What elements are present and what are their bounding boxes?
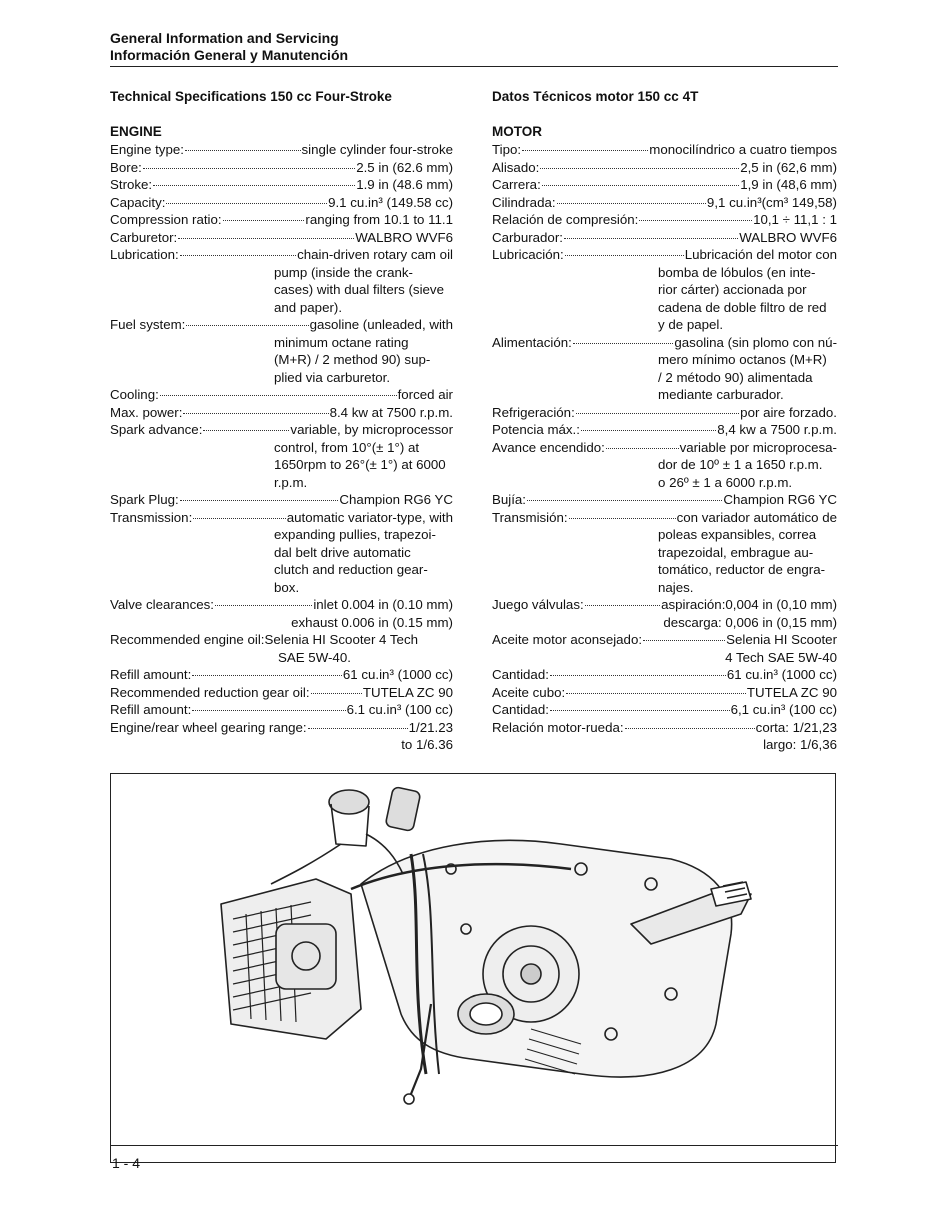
header-title-es: Información General y Manutención (110, 47, 349, 63)
spec-row-spark-advance (110, 421, 453, 439)
spec-row-engine-type (110, 141, 453, 159)
spec-row-gearing (110, 719, 453, 737)
spec-continuation: mediante carburador. (658, 387, 784, 402)
spec-label: Cilindrada: (492, 194, 556, 210)
spec-label: Bujía: (492, 492, 527, 507)
spec-continuation: to 1/6.36 (401, 737, 453, 752)
spec-continuation: dal belt drive automatic (274, 544, 411, 560)
spec-list-en (110, 141, 453, 754)
spec-row-cooling (110, 386, 453, 404)
spec-value: 61 cu.in³ (1000 cc) (726, 667, 837, 682)
spec-continuation: r.p.m. (274, 474, 308, 490)
dot-leader (557, 203, 706, 204)
spec-value: 6,1 cu.in³ (100 cc) (730, 702, 837, 717)
spec-row-capacity (110, 194, 453, 212)
dot-leader (625, 728, 755, 729)
spec-value: 9,1 cu.in³(cm³ 149,58) (706, 194, 837, 210)
dot-leader (643, 640, 725, 641)
spec-continuation: clutch and reduction gear- (274, 562, 428, 577)
dot-leader (550, 710, 730, 711)
spec-label: Engine type: (110, 142, 184, 157)
spec-continuation: plied via carburetor. (274, 369, 391, 385)
spec-continuation: control, from 10°(± 1°) at (274, 439, 420, 455)
spec-label: Recommended engine oil: (110, 632, 265, 647)
spec-label: Refill amount: (110, 702, 192, 717)
dot-leader (540, 168, 739, 169)
dot-leader (203, 430, 289, 431)
spec-label: Max. power: (110, 404, 183, 420)
spec-value: ranging from 10.1 to 11.1 (305, 212, 453, 227)
spec-label: Lubricación: (492, 247, 564, 262)
spec-value: 8.4 kw at 7500 r.p.m. (329, 404, 453, 420)
spec-value: Champion RG6 YC (339, 492, 453, 507)
spec-value: Selenia HI Scooter 4 Tech (264, 632, 418, 647)
engine-illustration (111, 774, 836, 1163)
spec-row-lubricacion (492, 246, 837, 264)
spec-row-refill-2 (110, 701, 453, 719)
spec-value: variable por microprocesa- (679, 439, 837, 455)
dot-leader (178, 238, 354, 239)
dot-leader (215, 605, 312, 606)
spec-row-refrigeracion (492, 404, 837, 422)
spec-value: gasolina (sin plomo con nú- (674, 334, 837, 350)
spec-continuation: najes. (658, 579, 694, 595)
spec-row-bore (110, 159, 453, 177)
spec-row-cantidad-1 (492, 666, 837, 684)
spec-row-cilindrada (492, 194, 837, 212)
spec-label: Transmission: (110, 509, 193, 525)
spec-value: 9.1 cu.in³ (149.58 cc) (328, 194, 453, 210)
section-motor: MOTOR (492, 124, 542, 139)
spec-label: Potencia máx.: (492, 422, 580, 437)
spec-row-compression (110, 211, 453, 229)
dot-leader (573, 343, 674, 344)
dot-leader (192, 710, 345, 711)
dot-leader (180, 500, 339, 501)
dot-leader (527, 500, 722, 501)
spec-label: Carburador: (492, 229, 563, 245)
spec-value: WALBRO WVF6 (739, 229, 837, 245)
spec-continuation: largo: 1/6,36 (763, 737, 837, 752)
spec-value: monocilíndrico a cuatro tiempos (649, 142, 837, 157)
dot-leader (160, 395, 397, 396)
spec-continuation: poleas expansibles, correa (658, 527, 817, 542)
dot-leader (576, 413, 739, 414)
spec-row-transmision (492, 509, 837, 527)
spec-row-potencia (492, 421, 837, 439)
dot-leader (522, 150, 648, 151)
header-divider (110, 66, 838, 67)
spec-continuation: SAE 5W-40. (278, 649, 351, 665)
spec-label: Cantidad: (492, 702, 549, 717)
spec-continuation: box. (274, 579, 300, 595)
spec-row-aceite-cubo (492, 684, 837, 702)
spec-continuation: bomba de lóbulos (en inte- (658, 264, 816, 280)
spec-label: Carburetor: (110, 229, 178, 245)
spec-value: por aire forzado. (740, 404, 837, 420)
spec-value: corta: 1/21,23 (755, 719, 837, 735)
spec-label: Cantidad: (492, 667, 549, 682)
spec-label: Bore: (110, 159, 142, 175)
dot-leader (581, 430, 716, 431)
dot-leader (185, 150, 301, 151)
spec-value: 1/21.23 (408, 719, 453, 735)
spec-value: forced air (397, 387, 453, 402)
spec-value: gasoline (unleaded, with (309, 317, 453, 332)
spec-title-en: Technical Specifications 150 cc Four-Stroke (110, 89, 392, 104)
spec-continuation: (M+R) / 2 method 90) sup- (274, 352, 431, 367)
spec-row-carrera (492, 176, 837, 194)
spec-row-alimentacion (492, 334, 837, 352)
spec-label: Tipo: (492, 142, 522, 157)
spec-label: Relación de compresión: (492, 212, 639, 227)
footer-divider (110, 1145, 838, 1146)
spec-row-carburador (492, 229, 837, 247)
dot-leader (542, 185, 739, 186)
engine-illustration-frame (110, 773, 836, 1163)
spec-value: single cylinder four-stroke (301, 142, 453, 157)
spec-row-max-power (110, 404, 453, 422)
dot-leader (153, 185, 355, 186)
spec-value: inlet 0.004 in (0.10 mm) (313, 597, 453, 612)
spec-label: Capacity: (110, 194, 166, 210)
spec-value: 2,5 in (62,6 mm) (740, 159, 837, 175)
spec-label: Valve clearances: (110, 597, 214, 612)
spec-label: Spark Plug: (110, 492, 179, 507)
dot-leader (193, 518, 285, 519)
spec-continuation: exhaust 0.006 in (0.15 mm) (291, 614, 453, 630)
spec-value: automatic variator-type, with (286, 509, 453, 525)
dot-leader (308, 728, 408, 729)
spec-label: Spark advance: (110, 422, 203, 437)
spec-continuation: tomático, reductor de engra- (658, 562, 826, 577)
spec-value: TUTELA ZC 90 (746, 684, 837, 700)
dot-leader (569, 518, 676, 519)
spec-continuation: dor de 10º ± 1 a 1650 r.p.m. (658, 457, 823, 472)
spec-value: Selenia HI Scooter (726, 632, 837, 647)
spec-continuation: and paper). (274, 299, 343, 315)
spec-value: Champion RG6 YC (723, 492, 837, 507)
dot-leader (223, 220, 305, 221)
spec-row-relacion (492, 719, 837, 737)
spec-row-aceite (492, 631, 837, 649)
spec-row-transmission (110, 509, 453, 527)
spec-continuation: expanding pullies, trapezoi- (274, 527, 436, 542)
spec-value: con variador automático de (676, 509, 837, 525)
spec-value: chain-driven rotary cam oil (297, 247, 453, 262)
spec-continuation: cadena de doble filtro de red (658, 299, 827, 315)
spec-value: Lubricación del motor con (684, 247, 837, 262)
spec-row-cantidad-2 (492, 701, 837, 719)
spec-value: WALBRO WVF6 (355, 229, 453, 245)
spec-label: Stroke: (110, 177, 153, 192)
spec-label: Engine/rear wheel gearing range: (110, 719, 307, 735)
spec-value: 10,1 ÷ 11,1 : 1 (753, 212, 837, 227)
spec-value: 1,9 in (48,6 mm) (740, 177, 837, 192)
dot-leader (183, 413, 328, 414)
spec-label: Avance encendido: (492, 439, 605, 455)
spec-continuation: pump (inside the crank- (274, 264, 413, 280)
spec-row-spark-plug (110, 491, 453, 509)
spec-title-es: Datos Técnicos motor 150 cc 4T (492, 89, 699, 104)
dot-leader (606, 448, 679, 449)
dot-leader (180, 255, 296, 256)
spec-label: Refill amount: (110, 667, 192, 682)
spec-label: Refrigeración: (492, 404, 575, 420)
spec-continuation: trapezoidal, embrague au- (658, 544, 814, 560)
spec-label: Juego válvulas: (492, 597, 584, 612)
dot-leader (311, 693, 362, 694)
spec-row-alisado (492, 159, 837, 177)
spec-label: Fuel system: (110, 317, 186, 332)
section-engine: ENGINE (110, 124, 162, 139)
spec-row-refill-1 (110, 666, 453, 684)
spec-continuation: y de papel. (658, 317, 724, 332)
spec-value: 61 cu.in³ (1000 cc) (342, 667, 453, 682)
dot-leader (639, 220, 752, 221)
page-number: 1 - 4 (112, 1155, 141, 1171)
dot-leader (166, 203, 327, 204)
spec-continuation: / 2 método 90) alimentada (658, 369, 813, 385)
spec-value: aspiración:0,004 in (0,10 mm) (661, 597, 837, 612)
spec-row-bujia (492, 491, 837, 509)
spec-value: 2.5 in (62.6 mm) (356, 159, 453, 175)
dot-leader (143, 168, 355, 169)
spec-label: Carrera: (492, 177, 541, 192)
page-header (110, 30, 348, 64)
dot-leader (566, 693, 746, 694)
spec-value: 1.9 in (48.6 mm) (356, 177, 453, 192)
spec-value: 6.1 cu.in³ (100 cc) (346, 702, 453, 717)
spec-row-fuel (110, 316, 453, 334)
spec-label: Alimentación: (492, 334, 572, 350)
spec-continuation: 1650rpm to 26°(± 1°) at 6000 (274, 457, 446, 472)
spec-label: Lubrication: (110, 247, 179, 262)
spec-row-rec-oil (110, 631, 453, 649)
dot-leader (186, 325, 308, 326)
spec-label: Transmisión: (492, 509, 568, 525)
spec-continuation: minimum octane rating (274, 334, 409, 350)
spec-continuation: rior cárter) accionada por (658, 282, 807, 297)
spec-list-es (492, 141, 837, 754)
spec-continuation: 4 Tech SAE 5W-40 (725, 649, 837, 665)
spec-value: 8,4 kw a 7500 r.p.m. (717, 422, 837, 437)
spec-row-rec-gear (110, 684, 453, 702)
spec-value: TUTELA ZC 90 (362, 684, 453, 700)
spec-label: Compression ratio: (110, 212, 222, 227)
spec-label: Cooling: (110, 387, 159, 402)
spec-row-avance (492, 439, 837, 457)
spec-row-lubrication (110, 246, 453, 264)
spec-row-stroke (110, 176, 453, 194)
spec-label: Aceite motor aconsejado: (492, 632, 643, 647)
spec-row-compresion (492, 211, 837, 229)
spec-label: Aceite cubo: (492, 684, 566, 700)
spec-row-tipo (492, 141, 837, 159)
dot-leader (192, 675, 342, 676)
header-title-en: General Information and Servicing (110, 30, 339, 46)
spec-label: Recommended reduction gear oil: (110, 684, 310, 700)
spec-label: Relación motor-rueda: (492, 719, 624, 735)
spec-label: Alisado: (492, 159, 540, 175)
spec-value: variable, by microprocessor (290, 422, 453, 437)
dot-leader (585, 605, 660, 606)
spec-continuation: cases) with dual filters (sieve (274, 282, 444, 297)
dot-leader (550, 675, 726, 676)
spec-continuation: descarga: 0,006 in (0,15 mm) (663, 614, 837, 630)
spec-continuation: mero mínimo octanos (M+R) (658, 352, 827, 367)
spec-row-carburetor (110, 229, 453, 247)
spec-row-valve (110, 596, 453, 614)
dot-leader (565, 255, 684, 256)
dot-leader (564, 238, 738, 239)
spec-continuation: o 26º ± 1 a 6000 r.p.m. (658, 474, 793, 490)
spec-row-juego (492, 596, 837, 614)
